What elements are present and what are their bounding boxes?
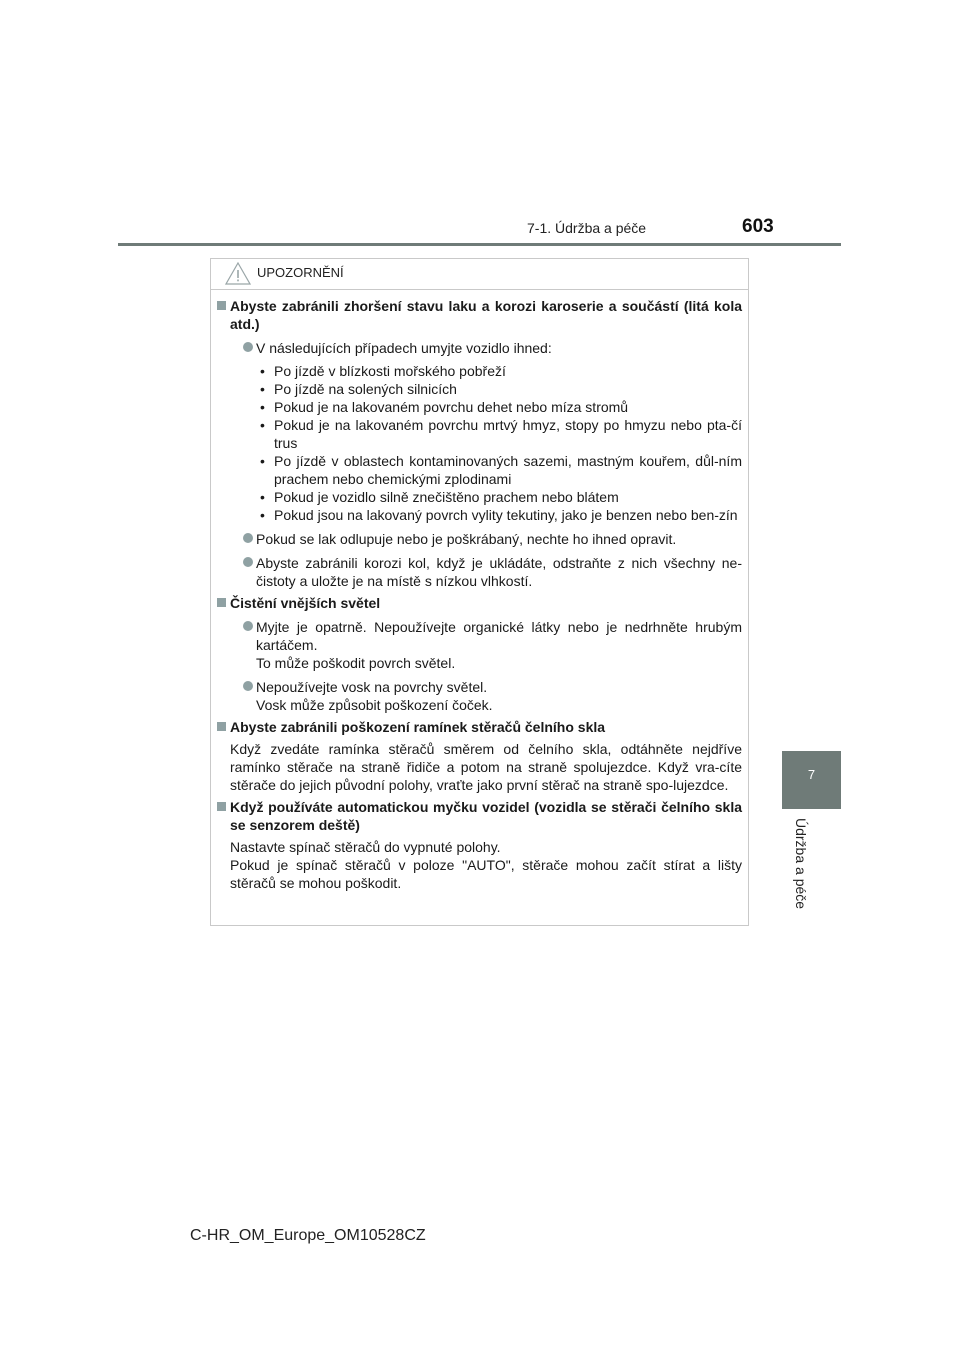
document-code: C-HR_OM_Europe_OM10528CZ [190, 1227, 426, 1244]
circle-bullet-icon [243, 557, 253, 567]
sub-bullet-list [256, 362, 742, 524]
section-body: Když zvedáte ramínka stěračů směrem od čelního skla, odtáhněte nejdříve ramínko stěrače na straně řidiče a potom na straně spolujezdce. Když vra-cíte stěrače do jejich původní polohy, vraťte jako první stěrač na straně spo-lujezdce. [230, 741, 742, 793]
section-wiper-arms [217, 718, 742, 794]
header-divider [118, 243, 841, 246]
list-item-text: Pokud se lak odlupuje nebo je poškrábaný, nechte ho ihned opravit. [256, 531, 677, 547]
section-paint-corrosion [217, 297, 742, 590]
square-bullet-icon [217, 722, 226, 731]
list-item-text: Myjte je opatrně. Nepoužívejte organické látky nebo je nedrhněte hrubým kartáčem. To může poškodit povrch světel. [256, 619, 742, 671]
section-title: 7-1. Údržba a péče [527, 220, 647, 236]
caution-content [217, 297, 742, 892]
section-car-wash [217, 798, 742, 892]
square-bullet-icon [217, 802, 226, 811]
page-number: 603 [742, 216, 774, 237]
list-item-text: Nepoužívejte vosk na povrchy světel. Vosk může způsobit poškození čoček. [256, 679, 493, 713]
caution-header [211, 259, 748, 290]
chapter-label: Údržba a péče [793, 818, 809, 910]
sub-bullet-item: • Po jízdě v oblastech kontaminovaných sazemi, mastným kouřem, důl-ním prachem nebo chemickými zplodinami [260, 453, 742, 487]
list-item-text: Abyste zabránili korozi kol, když je ukládáte, odstraňte z nich všechny ne-čistoty a uložte je na místě s nízkou vlhkostí. [256, 555, 742, 589]
sub-bullet-item: • Pokud je vozidlo silně znečištěno prachem nebo blátem [260, 489, 619, 505]
list-item [230, 678, 742, 714]
chapter-tab[interactable] [782, 751, 841, 809]
list-item [230, 339, 742, 524]
circle-bullet-icon [243, 533, 253, 543]
sub-bullet-item: • Po jízdě na solených silnicích [260, 381, 457, 397]
sub-bullet-item: • Pokud je na lakovaném povrchu dehet nebo míza stromů [260, 399, 629, 415]
circle-bullet-icon [243, 681, 253, 691]
chapter-number: 7 [807, 767, 816, 782]
list-item [230, 530, 742, 548]
square-bullet-icon [217, 301, 226, 310]
section-heading: Abyste zabránili zhoršení stavu laku a korozi karoserie a součástí (litá kola atd.) [230, 298, 742, 332]
list-item-text: V následujících případech umyjte vozidlo ihned: [256, 340, 552, 356]
list-item [230, 554, 742, 590]
section-heading: Čistění vnějších světel [230, 595, 381, 611]
section-exterior-lights [217, 594, 742, 714]
circle-bullet-icon [243, 342, 253, 352]
circle-bullet-icon [243, 621, 253, 631]
sub-bullet-item: • Po jízdě v blízkosti mořského pobřeží [260, 363, 506, 379]
square-bullet-icon [217, 598, 226, 607]
sub-bullet-item: • Pokud jsou na lakovaný povrch vylity tekutiny, jako je benzen nebo ben-zín [260, 507, 738, 523]
section-heading: Abyste zabránili poškození ramínek stěračů čelního skla [230, 719, 606, 735]
section-heading: Když používáte automatickou myčku vozidel (vozidla se stěrači čelního skla se senzorem deště) [230, 799, 742, 833]
section-body: Nastavte spínač stěračů do vypnuté polohy. Pokud je spínač stěračů v poloze "AUTO", stěrače mohou začít stírat a lišty stěračů se mohou poškodit. [230, 839, 742, 891]
caution-box [210, 258, 749, 926]
caution-title: UPOZORNĚNÍ [257, 265, 344, 280]
sub-bullet-item: • Pokud je na lakovaném povrchu mrtvý hmyz, stopy po hmyzu nebo pta-čí trus [260, 417, 742, 451]
warning-triangle-icon [225, 262, 251, 285]
list-item [230, 618, 742, 672]
